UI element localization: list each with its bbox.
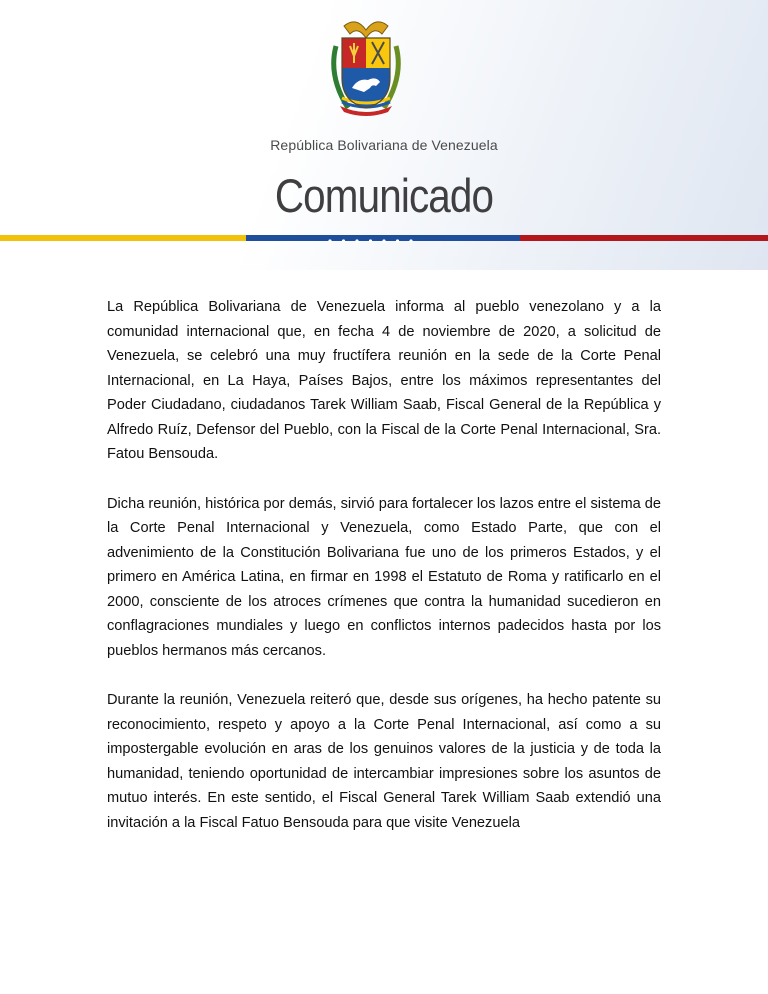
paragraph: La República Bolivariana de Venezuela informa al pueblo venezolano y a la comunidad internacional que, en fecha 4 de noviembre de 2020, a solicitud de Venezuela, se celebró una muy fructífera reunión en la sede de la Corte Penal Internacional, en La Haya, Países Bajos, entre los máximos representantes del Poder Ciudadano, ciudadanos Tarek William Saab, Fiscal General de la República y Alfredo Ruíz, Defensor del Pueblo, con la Fiscal de la Corte Penal Internacional, Sra. Fatou Bensouda. [107,299,661,462]
paragraph: Dicha reunión, histórica por demás, sirvió para fortalecer los lazos entre el sistema de la Corte Penal Internacional y Venezuela, como Estado Parte, que con el advenimiento de la Constitución Bolivariana fue uno de los primeros Estados, y el primero en América Latina, en firmar en 1998 el Estatuto de Roma y ratificarlo en el 2000, consciente de los atroces crímenes que contra la humanidad sucedieron en conflagraciones mundiales y luego en conflictos internos padecidos hasta por los pueblos hermanos más cercanos. [107,495,662,659]
coat-of-arms-icon [326,16,406,120]
flag-stripe-yellow [0,235,246,241]
stars-icon [326,238,422,244]
page-title: Comunicado [274,169,494,222]
letterhead [0,0,768,270]
country-name: República Bolivariana de Venezuela [270,137,498,153]
flag-stripe-red [520,235,768,241]
communique-body [107,295,661,860]
paragraph: Durante la reunión, Venezuela reiteró que, desde sus orígenes, ha hecho patente su reconocimiento, respeto y apoyo a la Corte Penal Internacional, así como a su impostergable evolución en aras de los genuinos valores de la justicia y de toda la humanidad, teniendo oportunidad de intercambiar impresiones sobre los asuntos de mutuo interés. En este sentido, el Fiscal General Tarek William Saab extendió una invitación a la Fiscal Fatuo Bensouda para que visite Venezuela [107,692,661,831]
